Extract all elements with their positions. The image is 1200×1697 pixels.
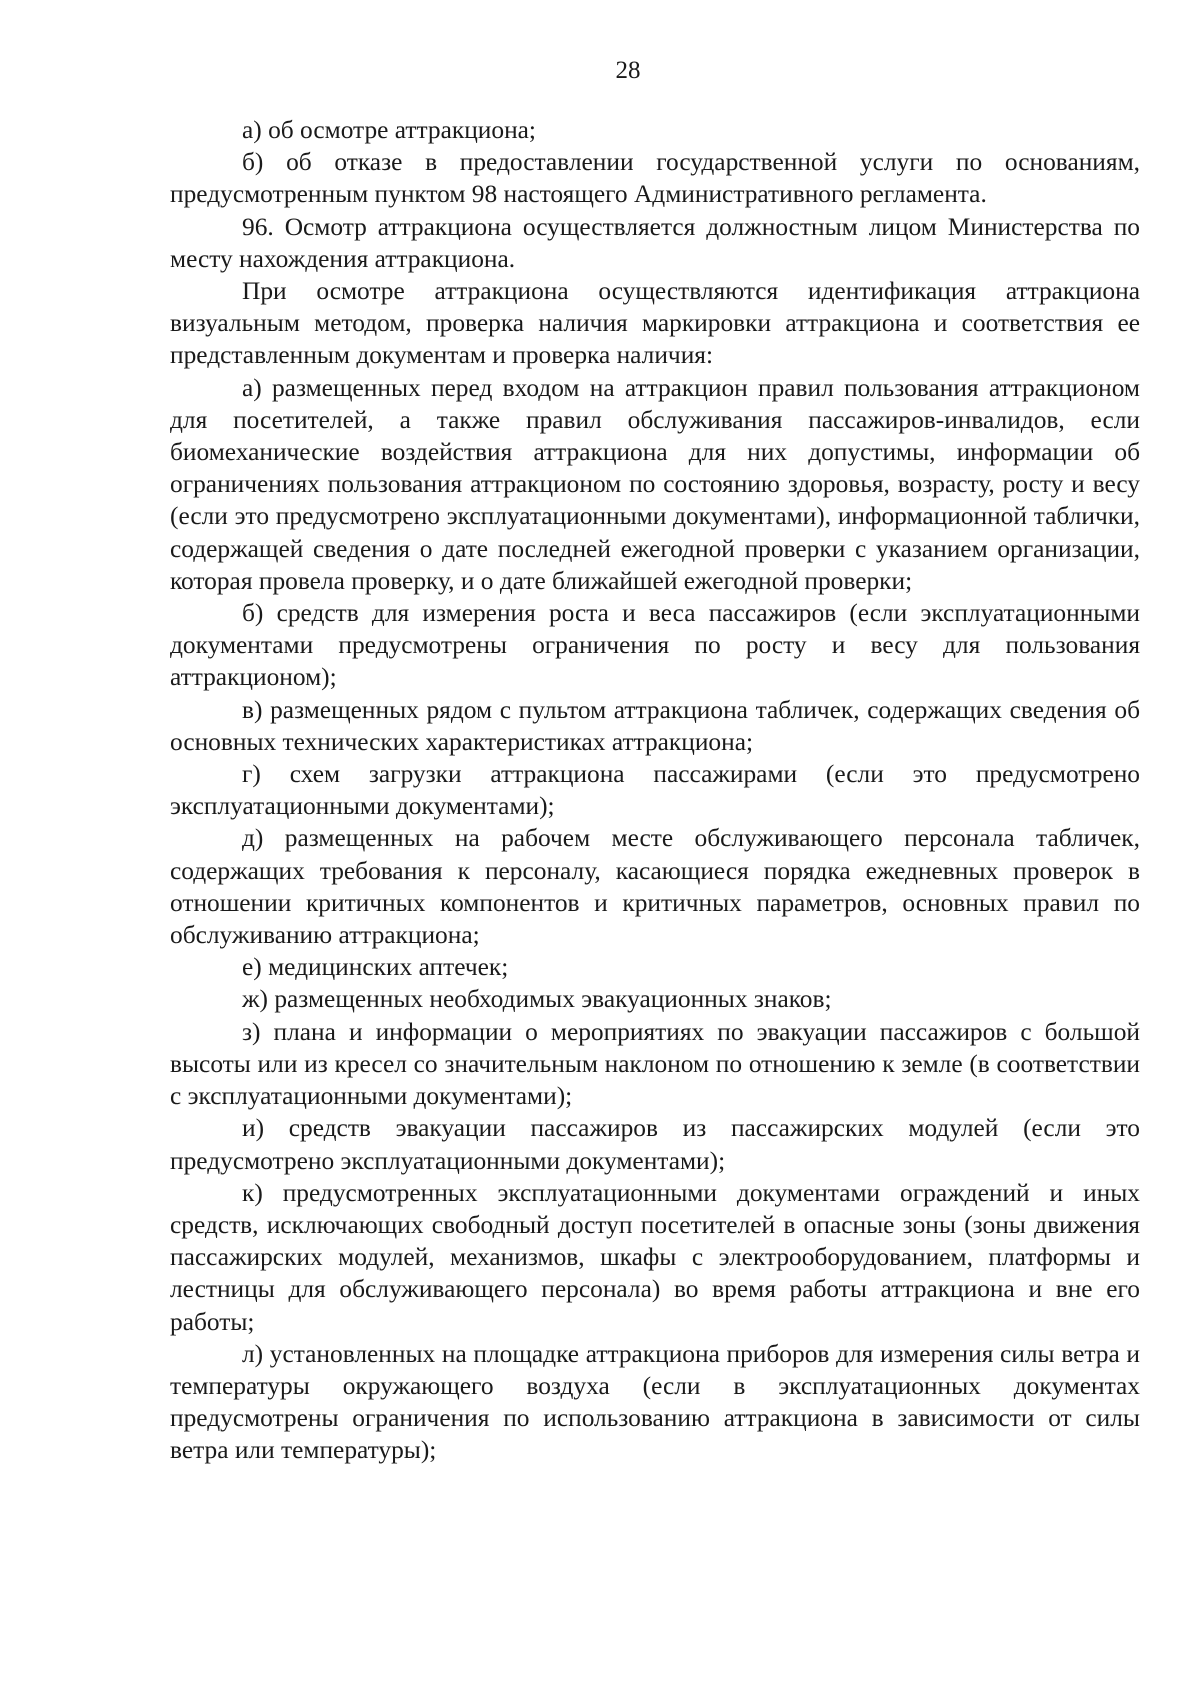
list-item-a: а) размещенных перед входом на аттракцион правил пользования аттракционом для посетителей, а также правил обслуживания пассажиров-инвалидов, если биомеханические воздействия аттракциона для них допустимы, информации об ограничениях пользования аттракционом по состоянию здоровья, возрасту, росту и весу (если это предусмотрено эксплуатационными документами), информационной таблички, содержащей сведения о дате последней ежегодной проверки с указанием организации, которая провела проверку, и о дате ближайшей ежегодной проверки; <box>170 373 1140 595</box>
list-item-k: к) предусмотренных эксплуатационными документами ограждений и иных средств, исключающих свободный доступ посетителей в опасные зоны (зоны движения пассажирских модулей, механизмов, шкафы с электрооборудованием, платформы и лестницы для обслуживающего персонала) во время работы аттракциона и вне его работы; <box>170 1178 1140 1336</box>
page-number: 28 <box>615 57 641 84</box>
list-item-zh: ж) размещенных необходимых эвакуационных знаков; <box>242 985 832 1014</box>
document-body <box>170 114 1140 1467</box>
list-item-v: в) размещенных рядом с пультом аттракциона табличек, содержащих сведения об основных технических характеристиках аттракциона; <box>170 695 1140 756</box>
list-item-d: д) размещенных на рабочем месте обслуживающего персонала табличек, содержащих требования к персоналу, касающиеся порядка ежедневных проверок в отношении критичных компонентов и критичных параметров, основных правил по обслуживанию аттракциона; <box>170 824 1140 950</box>
paragraph-a-inspection: а) об осмотре аттракциона; <box>242 116 536 144</box>
list-item-i: и) средств эвакуации пассажиров из пассажирских модулей (если это предусмотрено эксплуатационными документами); <box>170 1114 1140 1175</box>
list-item-b: б) средств для измерения роста и веса пассажиров (если эксплуатационными документами предусмотрены ограничения по росту и весу для пользования аттракционом); <box>170 599 1140 692</box>
paragraph-inspection-scope: При осмотре аттракциона осуществляются идентификация аттракциона визуальным методом, проверка наличия маркировки аттракциона и соответствия ее представленным документам и проверка наличия: <box>170 277 1140 370</box>
list-item-g: г) схем загрузки аттракциона пассажирами (если это предусмотрено эксплуатационными документами); <box>170 760 1140 821</box>
paragraph-b-refusal: б) об отказе в предоставлении государственной услуги по основаниям, предусмотренным пунктом 98 настоящего Административного регламента. <box>170 148 1140 209</box>
list-item-z: з) плана и информации о мероприятиях по эвакуации пассажиров с большой высоты или из кресел со значительным наклоном по отношению к земле (в соответствии с эксплуатационными документами); <box>170 1017 1140 1111</box>
list-item-e: е) медицинских аптечек; <box>242 953 509 982</box>
paragraph-96: 96. Осмотр аттракциона осуществляется должностным лицом Министерства по месту нахождения аттракциона. <box>170 212 1140 273</box>
list-item-l: л) установленных на площадке аттракциона приборов для измерения силы ветра и температуры окружающего воздуха (если в эксплуатационных документах предусмотрены ограничения по использованию аттракциона в зависимости от силы ветра или температуры); <box>170 1339 1140 1465</box>
